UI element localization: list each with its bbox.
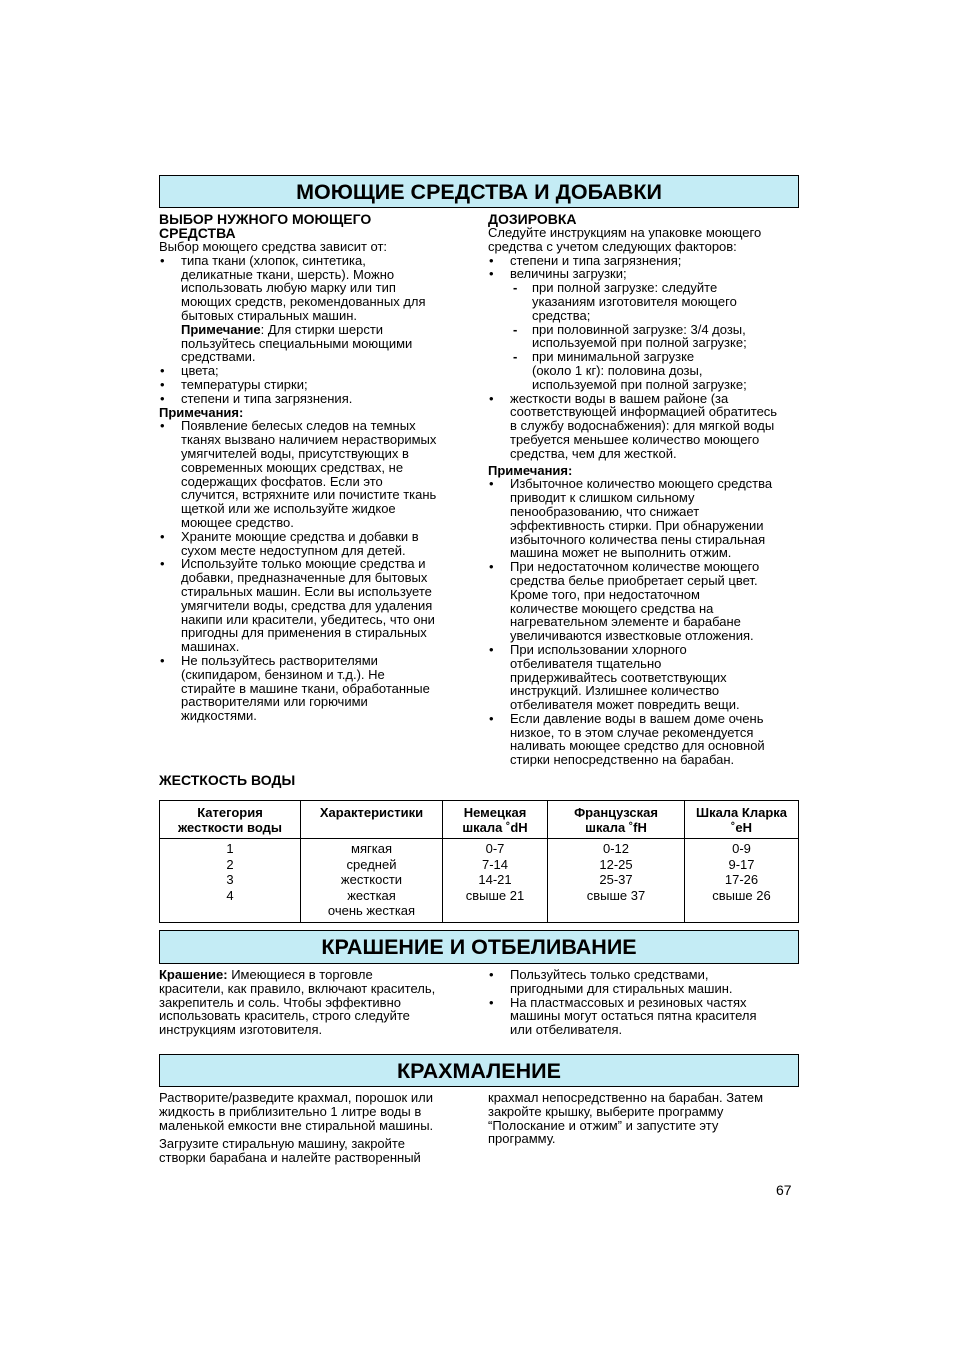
list-item: • При недостаточном количестве моющего средства белье приобретает серый цвет. Кроме того, при недостаточном количестве моющего средства на нагревательном элементе и барабане увеличиваются известковые отложения.: [488, 560, 803, 643]
starch-left: Растворите/разведите крахмал, порошок или жидкость в приблизительно 1 литре воды в маленькой емкости вне стиральной машины. Загрузите стиральную машину, закройте створки барабана и налейте растворенный: [159, 1090, 434, 1166]
table-header-row: [160, 801, 799, 839]
list-item: • Не пользуйтесь растворителями (скипидаром, бензином и т.д.). Не стирайте в машине ткани, обработанные растворителями или горючими жидкостями.: [159, 654, 474, 723]
list-item: • Используйте только моющие средства и добавки, предназначенные для бытовых стиральных машин. Если вы используете умягчители воды, средства для удаления накипи или красители, убедитесь, что они пригодны для применения в стиральных машинах.: [159, 557, 474, 654]
choice-heading: ВЫБОР НУЖНОГО МОЮЩЕГО СРЕДСТВА: [159, 211, 372, 241]
list-item: - при полной загрузке: следуйте указаниям изготовителя моющего средства;: [510, 281, 803, 322]
list-item: • величины загрузки; - при полной загрузке: следуйте указаниям изготовителя моющего средства; - при половинной загрузке: 3/4 дозы, используемой при полной загрузке; - при минимальной загрузке (около 1 кг): половина дозы, используемой при полной загрузке;: [488, 267, 803, 391]
fh-cell: 0-12 12-25 25-37 свыше 37: [548, 839, 685, 923]
dyeing-label: Крашение:: [159, 967, 228, 982]
list-item: • цвета;: [159, 364, 474, 378]
list-item: • Появление белесых следов на темных тканях вызвано наличием нерастворимых умягчителей воды, присутствующих в современных моющих средствах, не содержащих фосфатов. Если это случится, встряхните или почистите ткань щеткой или же используйте жидкое моющее средство.: [159, 419, 474, 529]
hardness-heading: ЖЕСТКОСТЬ ВОДЫ: [159, 772, 296, 788]
list-item: • типа ткани (хлопок, синтетика, деликатные ткани, шерсть). Можно использовать любую марку или тип моющих средств, рекомендованных для бытовых стиральных машин. Примечание: Для стирки шерсти пользуйтесь специальными моющими средствами.: [159, 254, 474, 364]
list-item: • Храните моющие средства и добавки в сухом месте недоступном для детей.: [159, 530, 474, 558]
list-item: • При использовании хлорного отбеливателя тщательно придерживайтесь соответствующих инструкций. Излишнее количество отбеливателя может повредить вещи.: [488, 643, 803, 712]
choice-factors: [159, 254, 474, 406]
list-item: - при половинной загрузке: 3/4 дозы, используемой при полной загрузке;: [510, 323, 803, 351]
characteristics-cell: мягкая средней жесткости жесткая очень жесткая: [301, 839, 443, 923]
col-header-characteristics: Характеристики: [301, 801, 443, 839]
choice-notes-heading: Примечания:: [159, 404, 244, 420]
hardness-table: [159, 800, 799, 923]
list-item: • жесткости воды в вашем районе (за соответствующей информацией обратитесь в службу водоснабжения): для мягкой воды требуется меньшее количество моющего средства, чем для жесткой.: [488, 392, 803, 461]
list-item: • Пользуйтесь только средствами, пригодными для стиральных машин.: [488, 968, 803, 996]
section-title-dyeing: КРАШЕНИЕ И ОТБЕЛИВАНИЕ: [159, 930, 799, 964]
section-title-starch: КРАХМАЛЕНИЕ: [159, 1054, 799, 1087]
dosage-notes: [488, 477, 803, 767]
col-header-category: Категория жесткости воды: [160, 801, 301, 839]
list-item: • Если давление воды в вашем доме очень низкое, то в этом случае рекомендуется наливать моющее средство для основной стирки непосредственно на барабан.: [488, 712, 803, 767]
category-cell: 1 2 3 4: [160, 839, 301, 923]
dyeing-list: [488, 968, 803, 1037]
col-header-dh: Немецкая шкала ˚dH: [443, 801, 548, 839]
list-item: • На пластмассовых и резиновых частях машины могут остаться пятна красителя или отбеливателя.: [488, 996, 803, 1037]
dosage-heading: ДОЗИРОВКА: [488, 211, 577, 227]
load-sublist: [510, 281, 803, 391]
dosage-column: [488, 212, 803, 767]
choice-column: [159, 212, 474, 723]
dh-cell: 0-7 7-14 14-21 свыше 21: [443, 839, 548, 923]
eh-cell: 0-9 9-17 17-26 свыше 26: [685, 839, 799, 923]
wool-note: Примечание: Для стирки шерсти: [181, 321, 384, 337]
dyeing-left: Крашение: Имеющиеся в торговле красители, как правило, включают краситель, закрепитель и соль. Чтобы эффективно использовать краситель, строго следуйте инструкциям изготовителя.: [159, 967, 436, 1038]
section-title-detergents: МОЮЩИЕ СРЕДСТВА И ДОБАВКИ: [159, 175, 799, 208]
page-number: 67: [776, 1182, 792, 1198]
choice-notes: [159, 419, 474, 723]
choice-intro: Выбор моющего средства зависит от:: [159, 239, 388, 254]
starch-right: крахмал непосредственно на барабан. Затем закройте крышку, выберите программу “Полоскание и отжим” и запустите эту программу.: [488, 1090, 764, 1147]
dosage-intro: Следуйте инструкциям на упаковке моющего средства с учетом следующих факторов:: [488, 225, 762, 254]
list-item: • степени и типа загрязнения.: [159, 392, 474, 406]
dosage-notes-heading: Примечания:: [488, 462, 573, 478]
table-row: [160, 839, 799, 923]
dyeing-right: [488, 968, 803, 1037]
dosage-factors: [488, 254, 803, 461]
col-header-eh: Шкала Кларка ˚eH: [685, 801, 799, 839]
list-item: • степени и типа загрязнения;: [488, 254, 803, 268]
col-header-fh: Французская шкала ˚fH: [548, 801, 685, 839]
list-item: • Избыточное количество моющего средства приводит к слишком сильному пенообразованию, что снижает эффективность стирки. При обнаружении избыточного количества пены стиральная машина может не выполнить отжим.: [488, 477, 803, 560]
list-item: • температуры стирки;: [159, 378, 474, 392]
list-item: - при минимальной загрузке (около 1 кг): половина дозы, используемой при полной загрузке;: [510, 350, 803, 391]
